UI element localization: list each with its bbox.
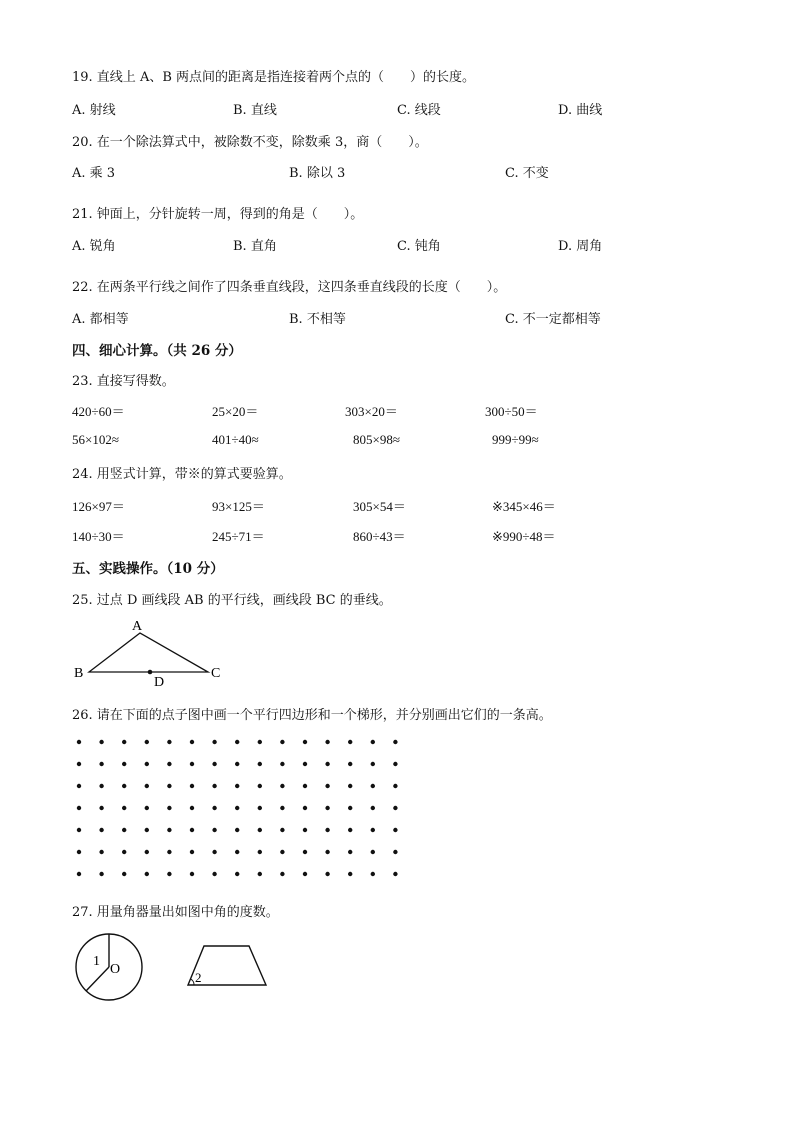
grid-dot	[348, 872, 352, 876]
grid-dot	[393, 828, 397, 832]
grid-dot	[235, 784, 239, 788]
grid-dot	[190, 762, 194, 766]
label-b: B	[74, 666, 84, 681]
grid-dot	[371, 806, 375, 810]
grid-dot	[122, 806, 126, 810]
grid-dot	[371, 828, 375, 832]
q21-option-b: B. 直角	[233, 239, 277, 254]
dot-grid	[70, 730, 410, 885]
grid-dot	[190, 784, 194, 788]
grid-dot	[280, 828, 284, 832]
grid-dot	[167, 784, 171, 788]
grid-dot	[77, 872, 81, 876]
grid-dot	[258, 740, 262, 744]
grid-dot	[280, 784, 284, 788]
grid-dot	[258, 872, 262, 876]
grid-dot	[99, 806, 103, 810]
grid-dot	[99, 784, 103, 788]
q23-expr: 999÷99≈	[492, 432, 539, 447]
grid-dot	[393, 850, 397, 854]
grid-dot	[258, 850, 262, 854]
grid-dot	[303, 850, 307, 854]
grid-dot	[393, 784, 397, 788]
grid-dot	[325, 828, 329, 832]
grid-dot	[212, 872, 216, 876]
grid-dot	[371, 740, 375, 744]
grid-dot	[325, 784, 329, 788]
q24-stem: 24. 用竖式计算，带※的算式要验算。	[72, 467, 292, 482]
label-c: C	[211, 666, 221, 681]
grid-dot	[303, 806, 307, 810]
grid-dot	[190, 740, 194, 744]
grid-dot	[348, 784, 352, 788]
grid-dot	[145, 762, 149, 766]
grid-dot	[167, 828, 171, 832]
grid-dot	[167, 806, 171, 810]
grid-dot	[258, 784, 262, 788]
grid-dot	[212, 806, 216, 810]
grid-dot	[348, 806, 352, 810]
grid-dot	[145, 784, 149, 788]
grid-dot	[212, 762, 216, 766]
grid-dot	[77, 762, 81, 766]
label-d: D	[154, 675, 165, 690]
grid-dot	[99, 828, 103, 832]
grid-dot	[99, 762, 103, 766]
grid-dot	[325, 806, 329, 810]
q23-expr: 25×20＝	[212, 404, 259, 419]
q24-expr: 860÷43＝	[353, 529, 406, 544]
triangle-abc	[89, 633, 208, 672]
grid-dot	[235, 740, 239, 744]
grid-dot	[190, 872, 194, 876]
q21-option-d: D. 周角	[558, 239, 603, 254]
q23-expr: 401÷40≈	[212, 432, 259, 447]
q19-option-c: C. 线段	[397, 103, 441, 118]
q24-expr: 305×54＝	[353, 499, 406, 514]
grid-dot	[167, 872, 171, 876]
q20-option-a: A. 乘 3	[72, 166, 116, 181]
q26-stem: 26. 请在下面的点子图中画一个平行四边形和一个梯形，并分别画出它们的一条高。	[72, 708, 552, 723]
grid-dot	[280, 740, 284, 744]
q19-option-b: B. 直线	[233, 103, 277, 118]
section4-title: 四、细心计算。（共 26 分）	[72, 343, 242, 359]
q20-stem: 20. 在一个除法算式中，被除数不变，除数乘 3，商（ ）。	[72, 135, 428, 150]
grid-dot	[303, 872, 307, 876]
grid-dot	[258, 762, 262, 766]
grid-dot	[77, 850, 81, 854]
grid-dot	[77, 740, 81, 744]
grid-dot	[371, 850, 375, 854]
grid-dot	[258, 828, 262, 832]
grid-dot	[371, 784, 375, 788]
grid-dot	[145, 828, 149, 832]
q23-expr: 300÷50＝	[485, 404, 538, 419]
grid-dot	[258, 806, 262, 810]
q24-expr: 93×125＝	[212, 499, 265, 514]
grid-dot	[348, 740, 352, 744]
q23-expr: 420÷60＝	[72, 404, 125, 419]
grid-dot	[325, 850, 329, 854]
triangle-figure	[70, 612, 240, 692]
grid-dot	[167, 740, 171, 744]
q24-expr: 245÷71＝	[212, 529, 265, 544]
q24-expr: 126×97＝	[72, 499, 125, 514]
grid-dot	[145, 740, 149, 744]
q22-option-a: A. 都相等	[72, 312, 129, 327]
grid-dot	[371, 762, 375, 766]
grid-dot	[99, 850, 103, 854]
grid-dot	[99, 872, 103, 876]
grid-dot	[303, 828, 307, 832]
grid-dot	[303, 784, 307, 788]
grid-dot	[235, 806, 239, 810]
grid-dot	[77, 828, 81, 832]
grid-dot	[303, 762, 307, 766]
q21-stem: 21. 钟面上，分针旋转一周，得到的角是（ ）。	[72, 207, 364, 222]
grid-dot	[212, 850, 216, 854]
label-a: A	[132, 619, 143, 634]
grid-dot	[303, 740, 307, 744]
q24-expr: 140÷30＝	[72, 529, 125, 544]
q27-stem: 27. 用量角器量出如图中角的度数。	[72, 905, 279, 920]
q19-option-a: A. 射线	[72, 103, 116, 118]
q22-stem: 22. 在两条平行线之间作了四条垂直线段，这四条垂直线段的长度（ ）。	[72, 280, 507, 295]
q21-option-a: A. 锐角	[72, 239, 116, 254]
grid-dot	[348, 828, 352, 832]
grid-dot	[393, 872, 397, 876]
grid-dot	[235, 850, 239, 854]
grid-dot	[122, 850, 126, 854]
q22-option-b: B. 不相等	[289, 312, 346, 327]
grid-dot	[393, 740, 397, 744]
grid-dot	[325, 762, 329, 766]
grid-dot	[280, 850, 284, 854]
circle-figure	[76, 934, 142, 1000]
grid-dot	[348, 762, 352, 766]
q19-option-d: D. 曲线	[558, 103, 603, 118]
q19-stem: 19. 直线上 A、B 两点间的距离是指连接着两个点的（ ）的长度。	[72, 70, 476, 85]
grid-dot	[122, 784, 126, 788]
q24-expr: ※345×46＝	[492, 499, 556, 514]
grid-dot	[77, 806, 81, 810]
grid-dot	[393, 762, 397, 766]
grid-dot	[77, 784, 81, 788]
grid-dot	[235, 872, 239, 876]
q23-expr: 56×102≈	[72, 432, 119, 447]
q23-expr: 303×20＝	[345, 404, 398, 419]
grid-dot	[280, 872, 284, 876]
grid-dot	[235, 828, 239, 832]
grid-dot	[280, 806, 284, 810]
grid-dot	[190, 828, 194, 832]
grid-dot	[145, 850, 149, 854]
grid-dot	[99, 740, 103, 744]
grid-dot	[122, 872, 126, 876]
q21-option-c: C. 钝角	[397, 239, 441, 254]
grid-dot	[167, 762, 171, 766]
grid-dot	[167, 850, 171, 854]
angle-2-arc	[191, 979, 195, 985]
q23-stem: 23. 直接写得数。	[72, 374, 175, 389]
q22-option-c: C. 不一定都相等	[505, 312, 601, 327]
grid-dot	[325, 872, 329, 876]
angle-figures	[70, 925, 280, 1005]
grid-dot	[190, 850, 194, 854]
radius-down-left	[86, 967, 109, 991]
grid-dot	[122, 740, 126, 744]
q24-expr: ※990÷48＝	[492, 529, 556, 544]
point-d	[148, 670, 153, 675]
q20-option-b: B. 除以 3	[289, 166, 346, 181]
grid-dot	[122, 762, 126, 766]
section5-title: 五、实践操作。（10 分）	[72, 561, 224, 577]
grid-dot	[393, 806, 397, 810]
angle-1-label: 1	[93, 954, 100, 969]
grid-dot	[348, 850, 352, 854]
grid-dot	[325, 740, 329, 744]
angle-2-label: 2	[195, 970, 202, 985]
q25-stem: 25. 过点 D 画线段 AB 的平行线，画线段 BC 的垂线。	[72, 593, 392, 608]
grid-dot	[145, 806, 149, 810]
grid-dot	[371, 872, 375, 876]
grid-dot	[145, 872, 149, 876]
center-o-label: O	[110, 962, 121, 977]
grid-dot	[122, 828, 126, 832]
trapezoid-figure	[188, 946, 266, 985]
grid-dot	[280, 762, 284, 766]
grid-dot	[190, 806, 194, 810]
grid-dot	[235, 762, 239, 766]
grid-dot	[212, 740, 216, 744]
grid-dot	[212, 828, 216, 832]
grid-dot	[212, 784, 216, 788]
q23-expr: 805×98≈	[353, 432, 400, 447]
q20-option-c: C. 不变	[505, 166, 549, 181]
